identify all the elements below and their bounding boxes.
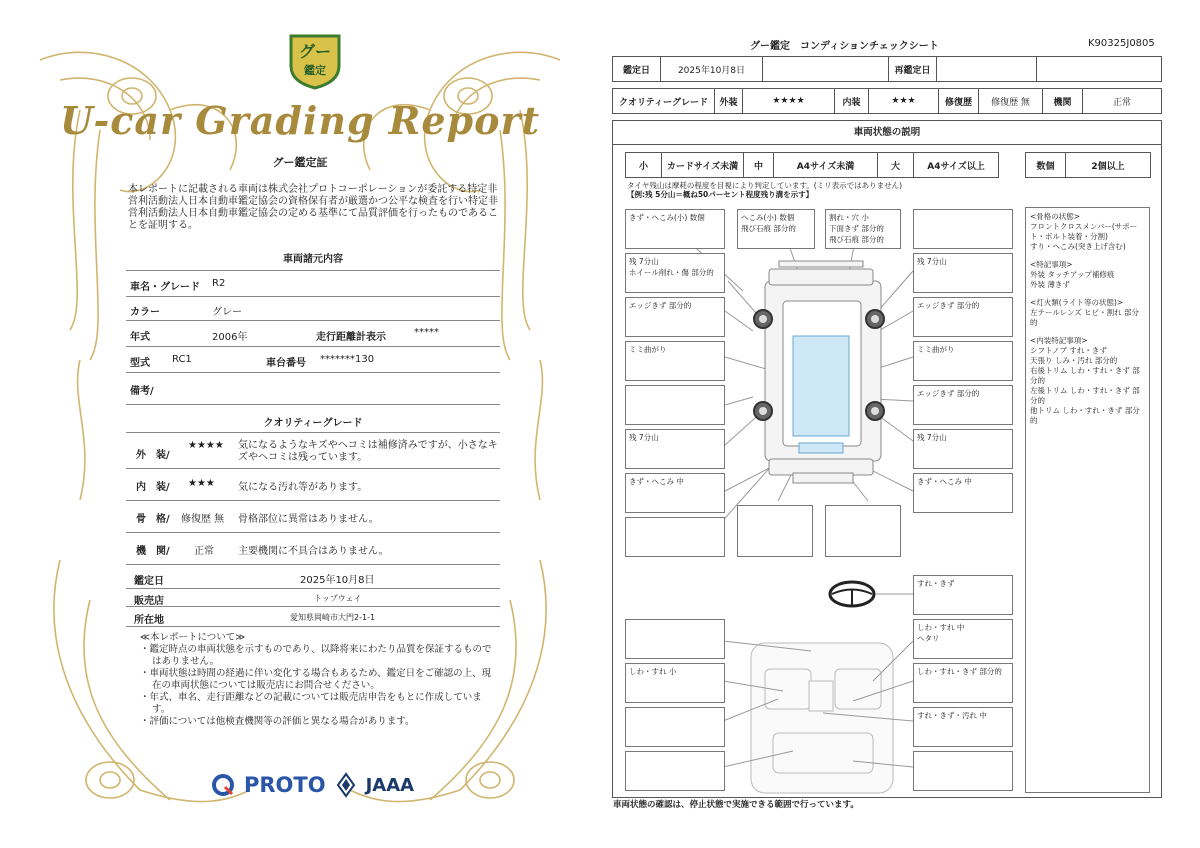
engine-label: 機関 [1043, 89, 1083, 113]
chassis-label: 車台番号 [266, 358, 306, 369]
notes-line: すり・へこみ(突き上げ含む) [1030, 242, 1126, 251]
note-box-door-right: ミミ曲がり [913, 341, 1013, 381]
notes-group-title: <骨格の状態> [1030, 212, 1081, 221]
note-box-bottom-center [737, 505, 813, 557]
note-box-rear-left: きず・へこみ 中 [625, 473, 725, 513]
quality-label-frame: 骨 格/ [136, 514, 170, 525]
notes-line: 外装 タッチアップ補修痕 [1030, 270, 1115, 279]
divider [126, 500, 500, 501]
size-medium: 中 [744, 153, 774, 177]
certificate-title: グー鑑定証 [272, 156, 328, 169]
model-value: RC1 [172, 354, 192, 365]
chassis-value: *******130 [320, 354, 375, 365]
divider [126, 532, 500, 533]
note-box-fender-left: エッジきず 部分的 [625, 297, 725, 337]
proto-logo-icon [212, 774, 234, 796]
notes-group-lights [1030, 298, 1145, 328]
note-box-interior-4 [625, 751, 725, 791]
notes-line: 左後トリム しわ・すれ・きず 部分的 [1030, 386, 1140, 405]
notes-line: フロントクロスメンバー(サポート・ボルト装着・分割) [1030, 222, 1138, 241]
spec-heading: 車両諸元内容 [283, 254, 343, 265]
note-box-tire-rear-left: 残 7分山 [625, 429, 725, 469]
empty-cell [1037, 57, 1161, 81]
date-value: 2025年10月8日 [300, 575, 375, 586]
note-box-interior-3 [625, 707, 725, 747]
exterior-value: ★★★★ [743, 89, 835, 113]
mileage-value: ***** [414, 327, 439, 338]
grade-row [612, 88, 1162, 114]
year-value: 2006年 [212, 332, 248, 343]
interior-label: 内装 [835, 89, 869, 113]
divider [126, 626, 500, 627]
notes-group-frame [1030, 212, 1145, 252]
condition-check-sheet [600, 0, 1200, 848]
divider [126, 346, 500, 347]
interior-value: ★★★ [869, 89, 939, 113]
size-small: 小 [626, 153, 662, 177]
note-box-door-left: ミミ曲がり [625, 341, 725, 381]
year-label: 年式 [130, 332, 150, 343]
reinspect-value [937, 57, 1037, 81]
notes-title: ≪本レポートについて≫ [140, 632, 246, 643]
reinspect-label: 再鑑定日 [889, 57, 937, 81]
address-value: 愛知県岡崎市大門2-1-1 [290, 613, 376, 622]
notes-group-title: <特記事項> [1030, 260, 1073, 269]
quality-label-interior: 内 装/ [136, 482, 170, 493]
size-count-desc: 2個以上 [1091, 161, 1125, 172]
tire-example: 【例:残 5分山＝概ね50パーセント程度残り溝を示す】 [627, 190, 814, 199]
address-label: 所在地 [134, 615, 164, 626]
divider [126, 270, 500, 271]
note-item: ・車両状態は時間の経過に伴い変化する場合もあるため、鑑定日をご確認の上、現在の車両状態については販売店にお問合せください。 [140, 668, 492, 691]
divider [126, 296, 500, 297]
note-box-fender-right: エッジきず 部分的 [913, 297, 1013, 337]
dealer-value: トップウェイ [314, 594, 362, 603]
jaaa-logo-icon [336, 772, 356, 798]
notes-line: シフトノブ すれ・きず [1030, 346, 1107, 355]
notes-line: 右後トリム しわ・すれ・きず 部分的 [1030, 366, 1140, 385]
note-box-front-right [913, 209, 1013, 249]
notes-line: 他トリム しわ・すれ・きず 部分的 [1030, 406, 1140, 425]
note-box-interior-7: すれ・きず・汚れ 中 [913, 707, 1013, 747]
note-item: ・年式、車名、走行距離などの記載については販売店申告をもとに作成しています。 [140, 692, 482, 715]
quality-heading: クオリティーグレード [263, 418, 363, 429]
note-box-steering: すれ・きず [913, 575, 1013, 615]
report-notes [140, 632, 500, 728]
badge-text-top: グー [298, 42, 332, 61]
count-legend [1025, 152, 1151, 178]
name-value: R2 [212, 278, 226, 289]
quality-desc-interior: 気になる汚れ等があります。 [238, 482, 368, 493]
script-title: U-car Grading Report [59, 98, 541, 143]
date-label: 鑑定日 [613, 57, 661, 81]
size-large-desc: A4サイズ以上 [927, 161, 985, 172]
notes-group-title: <内装特記事項> [1030, 336, 1088, 345]
date-row [612, 56, 1162, 82]
notes-line: 天張り しみ・汚れ 部分的 [1030, 356, 1118, 365]
quality-grade-interior: ★★★ [188, 478, 215, 489]
note-box-bottom-right [825, 505, 901, 557]
badge-text-bottom: 鑑定 [304, 64, 326, 77]
quality-label-engine: 機 関/ [136, 546, 170, 557]
note-box-front-center: へこみ(小) 数個 飛び石痕 部分的 [737, 209, 815, 249]
quality-desc-exterior: 気になるようなキズやヘコミは補修済みですが、小さなキズやヘコミは残っています。 [238, 440, 498, 463]
remarks-label: 備考/ [130, 386, 154, 397]
color-value: グレー [212, 307, 242, 318]
note-box-tire-front-left: 残 7分山 ホイール削れ・傷 部分的 [625, 253, 725, 293]
name-label: 車名・グレード [130, 282, 200, 293]
notes-group-special [1030, 260, 1145, 290]
divider [126, 404, 500, 405]
note-box-tire-rear-right: 残 7分山 [913, 429, 1013, 469]
quality-desc-engine: 主要機関に不具合はありません。 [238, 546, 389, 557]
sheet-title: グー鑑定 コンディションチェックシート [750, 41, 939, 52]
goo-appraisal-badge [287, 32, 343, 90]
empty-cell [763, 57, 889, 81]
logos [212, 770, 414, 800]
note-box-rear-right: きず・へこみ 中 [913, 473, 1013, 513]
notes-line: 外装 薄きず [1030, 280, 1070, 289]
jaaa-logo-text: JAAA [365, 774, 415, 796]
divider [126, 564, 500, 565]
date-value: 2025年10月8日 [661, 57, 763, 81]
divider [126, 588, 500, 589]
divider [126, 372, 500, 373]
engine-value: 正常 [1112, 97, 1131, 108]
date-label: 鑑定日 [134, 576, 164, 587]
model-label: 型式 [130, 358, 150, 369]
tire-note: タイヤ残山は摩耗の程度を目視により判定しています。(ミリ表示ではありません) [627, 181, 903, 190]
repair-label: 修復歴 [939, 89, 979, 113]
note-item: ・鑑定時点の車両状態を示すものであり、以降将来にわたり品質を保証するものではありません。 [140, 644, 492, 667]
proto-logo-text: PROTO [244, 773, 326, 797]
note-box-bottom-left [625, 517, 725, 557]
note-box-interior-8 [913, 751, 1013, 791]
size-small-desc: カードサイズ未満 [662, 153, 744, 177]
steering-wheel-icon [830, 582, 874, 606]
size-count: 数個 [1026, 153, 1066, 177]
grade-row-title: クオリティーグレード [613, 89, 715, 113]
quality-desc-frame: 骨格部位に異常はありません。 [238, 514, 379, 525]
note-box-interior-5: しわ・すれ 中 ヘタリ [913, 619, 1013, 659]
quality-grade-engine: 正常 [194, 546, 214, 557]
divider [126, 432, 500, 433]
note-box-interior-2: しわ・すれ 小 [625, 663, 725, 703]
divider [126, 468, 500, 469]
document-id: K90325J0805 [1088, 38, 1155, 49]
vehicle-condition-panel [612, 120, 1162, 798]
panel-title: 車両状態の説明 [613, 121, 1161, 145]
quality-label-exterior: 外 装/ [136, 450, 170, 461]
note-box-front-bumper: 割れ・穴 小 下面きず 部分的 飛び石痕 部分的 [825, 209, 901, 249]
quality-grade-frame: 修復歴 無 [181, 514, 225, 525]
notes-group-title: <灯火類(ライト等の状態)> [1030, 298, 1124, 307]
size-medium-desc: A4サイズ未満 [774, 153, 878, 177]
mileage-label: 走行距離計表示 [316, 332, 386, 343]
note-item: ・評価については他検査機関等の評価と異なる場合があります。 [140, 716, 415, 727]
footer-note: 車両状態の確認は、停止状態で実施できる範囲で行っています。 [613, 800, 859, 810]
special-notes [1025, 207, 1150, 793]
divider [126, 320, 500, 321]
note-box-interior-6: しわ・すれ・きず 部分的 [913, 663, 1013, 703]
repair-value: 修復歴 無 [979, 89, 1043, 113]
note-box-rear-door-right: エッジきず 部分的 [913, 385, 1013, 425]
note-box-rear-door-left [625, 385, 725, 425]
certificate-body: 本レポートに記載される車両は株式会社プロトコーポレーションが委託する特定非営利活動法人日本自動車鑑定協会の資格保有者が厳選かつ公平な検査を行い特定非営利活動法人日本自動車鑑定協会の定める基準にて品質評価を行ったものであることを証明する。 [128, 184, 498, 231]
quality-grade-exterior: ★★★★ [188, 440, 224, 451]
dealer-label: 販売店 [134, 596, 164, 607]
color-label: カラー [130, 307, 160, 318]
size-large: 大 [878, 153, 914, 177]
notes-line: 左テールレンズ ヒビ・割れ 部分的 [1030, 308, 1140, 327]
note-box-front-left: きず・へこみ(小) 数個 [625, 209, 725, 249]
note-box-tire-front-right: 残 7分山 [913, 253, 1013, 293]
divider [126, 606, 500, 607]
exterior-label: 外装 [715, 89, 743, 113]
note-box-interior-1 [625, 619, 725, 659]
notes-group-interior [1030, 336, 1145, 426]
